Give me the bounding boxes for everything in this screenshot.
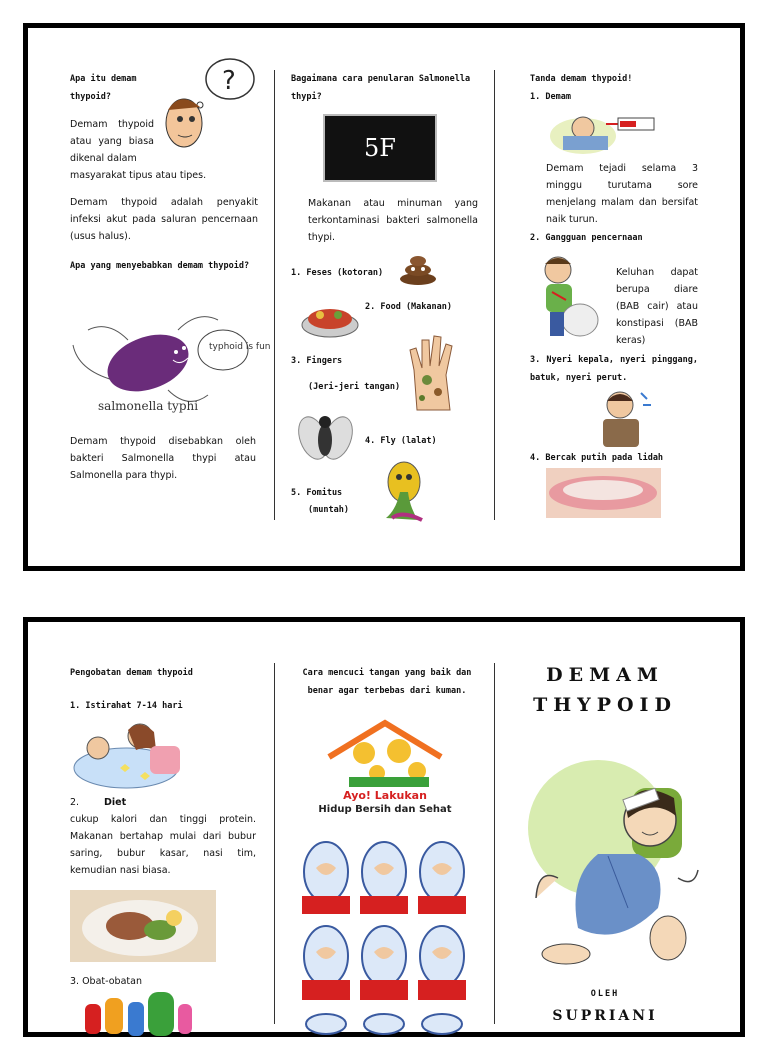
paragraph: cukup kalori dan tinggi protein. Makanan bertahap mulai dari bubur saring, bubur kasar, nasi tim, kemudian nasi biasa. bbox=[70, 814, 256, 876]
sign-item: 2. Gangguan pencernaan bbox=[530, 233, 643, 243]
vomit-icon bbox=[372, 460, 437, 526]
list-item: 5. Fomitus bbox=[291, 488, 343, 498]
food-icon bbox=[300, 295, 360, 340]
hygiene-poster bbox=[309, 717, 461, 821]
paragraph: Keluhan dapat berupa diare (BAB cair) atau konstipasi (BAB keras) bbox=[616, 267, 698, 346]
treatment-item: 3. Obat-obatan bbox=[70, 976, 142, 987]
poster-line-2: Hidup Bersih dan Sehat bbox=[318, 804, 452, 815]
paragraph: Demam tejadi selama 3 minggu turutama sore menjelang malam dan bersifat naik turun. bbox=[546, 163, 698, 225]
sign-item: 4. Bercak putih pada lidah bbox=[530, 453, 664, 463]
section-heading: Cara mencuci tangan yang baik dan benar agar terbebas dari kuman. bbox=[302, 668, 472, 696]
question-heading: Apa itu demam thypoid? bbox=[70, 74, 137, 102]
section-heading: Tanda demam thypoid! bbox=[530, 74, 633, 84]
paragraph: Demam thypoid adalah penyakit infeksi akut pada saluran pencernaan (usus halus). bbox=[70, 197, 258, 242]
poster-line-1: Ayo! Lakukan bbox=[343, 789, 427, 802]
dirty-hand-icon bbox=[402, 330, 462, 412]
sign-item: 3. Nyeri kepala, nyeri pinggang, batuk, nyeri perut. bbox=[530, 355, 698, 383]
poop-icon bbox=[398, 246, 438, 286]
section-heading: Pengobatan demam thypoid bbox=[70, 668, 193, 678]
cover-title-line-1: DEMAM bbox=[546, 664, 664, 686]
resting-child-icon bbox=[70, 716, 188, 792]
list-item: (muntah) bbox=[308, 505, 349, 515]
5f-badge: 5F bbox=[323, 114, 437, 182]
tongue-photo bbox=[546, 468, 661, 518]
column-divider bbox=[274, 663, 275, 1024]
handwashing-steps-illustration bbox=[300, 838, 468, 1024]
medicine-icon bbox=[80, 988, 200, 1024]
column-divider bbox=[274, 70, 275, 520]
author-name: SUPRIANI bbox=[552, 1008, 658, 1024]
list-item: 1. Feses (kotoran) bbox=[291, 268, 384, 278]
fever-patient-icon bbox=[548, 104, 658, 156]
column-divider bbox=[494, 70, 495, 520]
paragraph: Makanan atau minuman yang terkontaminasi bakteri salmonella thypi. bbox=[308, 198, 478, 243]
cover-title-line-2: THYPOID bbox=[533, 694, 677, 716]
item-number: 2. bbox=[70, 797, 80, 808]
fly-icon bbox=[298, 408, 353, 466]
stomach-ache-icon bbox=[530, 252, 600, 342]
paragraph: masyarakat tipus atau tipes. bbox=[70, 170, 207, 181]
list-item: 2. Food (Makanan) bbox=[365, 302, 452, 312]
thinking-person-icon bbox=[160, 55, 255, 155]
list-item: (Jeri-jeri tangan) bbox=[308, 382, 401, 392]
paragraph: Demam thypoid atau yang biasa dikenal dalam bbox=[70, 119, 154, 164]
sick-child-illustration bbox=[528, 758, 706, 980]
paragraph: Demam thypoid disebabkan oleh bakteri Salmonella thypi atau Salmonella para thypi. bbox=[70, 436, 256, 481]
list-item: 4. Fly (lalat) bbox=[365, 436, 437, 446]
bacteria-label: salmonella typhi bbox=[98, 399, 199, 413]
family-icon bbox=[309, 717, 461, 787]
treatment-item: 1. Istirahat 7-14 hari bbox=[70, 701, 183, 711]
by-label: OLEH bbox=[590, 989, 620, 999]
list-item: 3. Fingers bbox=[291, 356, 343, 366]
svg-text:?: ? bbox=[222, 66, 236, 96]
question-heading: Bagaimana cara penularan Salmonella thypi? bbox=[291, 74, 471, 102]
sign-item: 1. Demam bbox=[530, 92, 571, 102]
food-plate-photo bbox=[70, 890, 216, 962]
bubble-text: typhoid is fun bbox=[209, 342, 271, 352]
bacteria-illustration bbox=[68, 300, 271, 420]
treatment-item: Diet bbox=[104, 797, 127, 808]
headache-icon bbox=[595, 385, 655, 447]
column-divider bbox=[494, 663, 495, 1024]
question-heading: Apa yang menyebabkan demam thypoid? bbox=[70, 261, 250, 271]
